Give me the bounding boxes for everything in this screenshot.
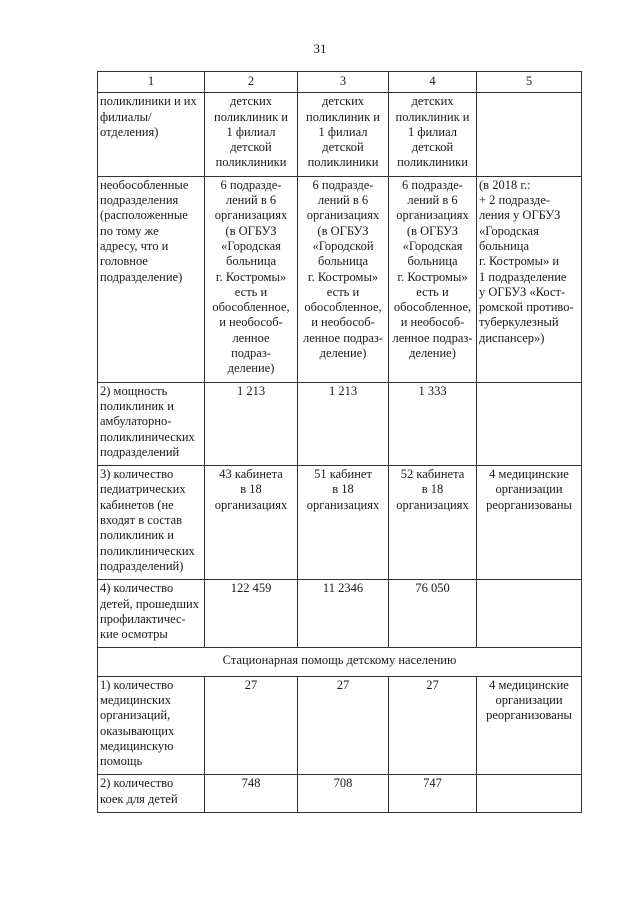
cell-line: профилактичес- — [100, 611, 186, 626]
indicator-cell — [98, 775, 205, 813]
cell-line: (расположенные — [100, 208, 188, 223]
value-cell-2 — [205, 580, 298, 648]
value-cell-3 — [298, 93, 389, 176]
cell-line: 1 подразделение — [479, 269, 567, 284]
note-cell — [477, 382, 582, 465]
value-cell-2 — [205, 676, 298, 775]
cell-line: реорганизованы — [486, 497, 572, 512]
value-cell-2 — [205, 382, 298, 465]
value-cell-4 — [389, 580, 477, 648]
cell-line: входят в состав — [100, 513, 183, 528]
cell-line: кабинетов (не — [100, 497, 174, 512]
cell-line: «Городской — [312, 238, 374, 253]
cell-line: детских — [321, 94, 365, 109]
header-cell-5: 5 — [477, 72, 582, 93]
cell-line: подразделения — [100, 193, 179, 208]
cell-line: организациях — [214, 208, 288, 223]
cell-line: (в ОГБУЗ — [225, 223, 277, 238]
table-row — [98, 580, 582, 648]
cell-line: больница — [226, 254, 276, 269]
indicator-cell — [98, 580, 205, 648]
cell-line: в 18 — [240, 482, 262, 497]
cell-line: в 18 — [421, 482, 444, 497]
cell-line: обособленное, — [304, 300, 382, 315]
cell-line: обособленное, — [212, 300, 290, 315]
cell-line: поликлиники и их — [100, 94, 197, 109]
value-cell-2 — [205, 775, 298, 813]
table-row — [98, 775, 582, 813]
cell-line: лений в 6 — [407, 193, 458, 208]
cell-line: детей, прошедших — [100, 596, 199, 611]
cell-line: 6 подразде- — [402, 177, 463, 192]
cell-line: головное — [100, 254, 148, 269]
cell-line: 1 филиал — [318, 124, 368, 139]
note-cell — [477, 176, 582, 382]
cell-line: «Городская — [402, 238, 463, 253]
cell-line: г. Костромы» — [307, 269, 379, 284]
cell-line: 76 050 — [415, 581, 450, 596]
cell-line: 11 2346 — [322, 581, 364, 596]
cell-line: кие осмотры — [100, 627, 168, 642]
cell-line: помощь — [100, 754, 143, 769]
cell-line: 1) количество — [100, 677, 174, 692]
cell-line: в 18 — [332, 482, 354, 497]
cell-line: поликлиники — [215, 155, 287, 170]
header-cell-3: 3 — [298, 72, 389, 93]
cell-line: детских — [229, 94, 273, 109]
cell-line: организациях — [214, 497, 288, 512]
table-header-row — [98, 72, 582, 93]
cell-line: и необособ- — [219, 315, 283, 330]
cell-line: амбулаторно- — [100, 414, 172, 429]
cell-line: туберкулезный — [479, 315, 559, 330]
value-cell-2 — [205, 466, 298, 580]
value-cell-3 — [298, 580, 389, 648]
table-row — [98, 382, 582, 465]
cell-line: деление) — [409, 346, 456, 361]
cell-line: есть и — [326, 284, 360, 299]
cell-line: детской — [230, 140, 272, 155]
cell-line: 43 кабинета — [219, 467, 283, 482]
cell-line: оказывающих — [100, 723, 175, 738]
header-cell-1: 1 — [98, 72, 205, 93]
cell-line: есть и — [234, 284, 268, 299]
cell-line: и необособ- — [311, 315, 375, 330]
cell-line: больница — [407, 254, 458, 269]
data-table — [97, 71, 582, 813]
indicator-cell — [98, 676, 205, 775]
indicator-cell — [98, 93, 205, 176]
section-row — [98, 648, 582, 676]
cell-line: реорганизованы — [486, 708, 572, 723]
cell-line: больница — [318, 254, 368, 269]
cell-line: г. Костромы» и — [479, 254, 560, 269]
cell-line: у ОГБУЗ «Кост- — [479, 284, 566, 299]
cell-line: (в ОГБУЗ — [406, 223, 459, 238]
cell-line: 708 — [333, 776, 353, 791]
header-cell-2: 2 — [205, 72, 298, 93]
cell-line: 1 филиал — [408, 124, 457, 139]
cell-line: филиалы/ — [100, 109, 152, 124]
value-cell-4 — [389, 93, 477, 176]
cell-line: поликлиник и — [214, 109, 288, 124]
cell-line: лений в 6 — [317, 193, 369, 208]
cell-line: 27 — [336, 677, 350, 692]
table-row — [98, 93, 582, 176]
cell-line: 4 медицинские — [489, 467, 569, 482]
cell-line: 4) количество — [100, 581, 174, 596]
cell-line: коек для детей — [100, 791, 178, 806]
cell-line: г. Костромы» — [215, 269, 287, 284]
cell-line: педиатрических — [100, 482, 186, 497]
cell-line: детских — [411, 94, 454, 109]
cell-line: + 2 подразде- — [479, 193, 551, 208]
value-cell-4 — [389, 775, 477, 813]
cell-line: поликлиник и — [306, 109, 380, 124]
cell-line: поликлинических — [100, 429, 195, 444]
cell-line: 27 — [426, 677, 439, 692]
cell-line: отделения) — [100, 124, 159, 139]
note-cell — [477, 580, 582, 648]
cell-line: по тому же — [100, 223, 159, 238]
note-cell — [477, 93, 582, 176]
value-cell-4 — [389, 466, 477, 580]
cell-line: деление) — [319, 346, 367, 361]
cell-line: деление) — [227, 361, 275, 376]
cell-line: детской — [322, 140, 364, 155]
cell-line: 6 подразде- — [312, 177, 374, 192]
cell-line: (в ОГБУЗ — [317, 223, 369, 238]
cell-line: обособленное, — [393, 300, 472, 315]
indicator-cell — [98, 176, 205, 382]
cell-line: 122 459 — [230, 581, 272, 596]
indicator-cell — [98, 466, 205, 580]
cell-line: ромской противо- — [479, 300, 574, 315]
cell-line: 1 филиал — [226, 124, 276, 139]
value-cell-2 — [205, 176, 298, 382]
cell-line: лений в 6 — [225, 193, 277, 208]
cell-line: организации — [495, 692, 563, 707]
value-cell-3 — [298, 676, 389, 775]
value-cell-3 — [298, 775, 389, 813]
cell-line: детской — [411, 140, 454, 155]
cell-line: подраз- — [231, 346, 271, 361]
cell-line: необособленные — [100, 177, 189, 192]
cell-line: больница — [479, 238, 529, 253]
page-number: 31 — [313, 41, 327, 56]
cell-line: поликлиник и — [395, 109, 470, 124]
cell-line: 2) количество — [100, 776, 174, 791]
cell-line: 2) мощность — [100, 383, 168, 398]
cell-line: 1 333 — [418, 383, 447, 398]
table-row — [98, 676, 582, 775]
cell-line: «Городская — [479, 223, 539, 238]
cell-line: организаций, — [100, 708, 171, 723]
cell-line: ленное — [232, 330, 270, 345]
note-cell — [477, 775, 582, 813]
cell-line: есть и — [416, 284, 449, 299]
cell-line: подразделений — [100, 444, 180, 459]
cell-line: организации — [495, 482, 563, 497]
cell-line: 4 медицинские — [489, 677, 569, 692]
cell-line: медицинских — [100, 692, 171, 707]
value-cell-2 — [205, 93, 298, 176]
note-cell — [477, 466, 582, 580]
cell-line: адресу, что и — [100, 238, 169, 253]
cell-line: ленное подраз- — [302, 330, 384, 345]
cell-line: и необособ- — [400, 315, 465, 330]
cell-line: г. Костромы» — [397, 269, 468, 284]
cell-line: ления у ОГБУЗ — [479, 208, 561, 223]
value-cell-3 — [298, 176, 389, 382]
cell-line: 1 213 — [236, 383, 266, 398]
cell-line: 6 подразде- — [220, 177, 282, 192]
cell-line: 1 213 — [328, 383, 358, 398]
cell-line: 748 — [241, 776, 261, 791]
cell-line: 3) количество — [100, 467, 174, 482]
value-cell-4 — [389, 676, 477, 775]
cell-line: ленное подраз- — [392, 330, 473, 345]
cell-line: организациях — [396, 497, 469, 512]
value-cell-4 — [389, 176, 477, 382]
cell-line: 52 кабинета — [400, 467, 465, 482]
section-title: Стационарная помощь детскому населению — [98, 648, 582, 676]
cell-line: подразделение) — [100, 269, 183, 284]
cell-line: организациях — [306, 497, 380, 512]
cell-line: медицинскую — [100, 738, 174, 753]
cell-line: «Городская — [221, 238, 281, 253]
cell-line: поликлиники — [397, 155, 468, 170]
cell-line: (в 2018 г.: — [479, 177, 531, 192]
table-row — [98, 176, 582, 382]
cell-line: поликлиник и — [100, 398, 174, 413]
cell-line: организациях — [396, 208, 469, 223]
cell-line: поликлиник и — [100, 528, 174, 543]
note-cell — [477, 676, 582, 775]
value-cell-3 — [298, 466, 389, 580]
value-cell-4 — [389, 382, 477, 465]
header-cell-4: 4 — [389, 72, 477, 93]
cell-line: поликлинических — [100, 543, 195, 558]
cell-line: 747 — [423, 776, 442, 791]
cell-line: подразделений) — [100, 558, 184, 573]
cell-line: 51 кабинет — [314, 467, 372, 482]
cell-line: организациях — [306, 208, 380, 223]
indicator-cell — [98, 382, 205, 465]
value-cell-3 — [298, 382, 389, 465]
cell-line: диспансер») — [479, 330, 545, 345]
cell-line: 27 — [244, 677, 258, 692]
cell-line: поликлиники — [307, 155, 379, 170]
table-row — [98, 466, 582, 580]
